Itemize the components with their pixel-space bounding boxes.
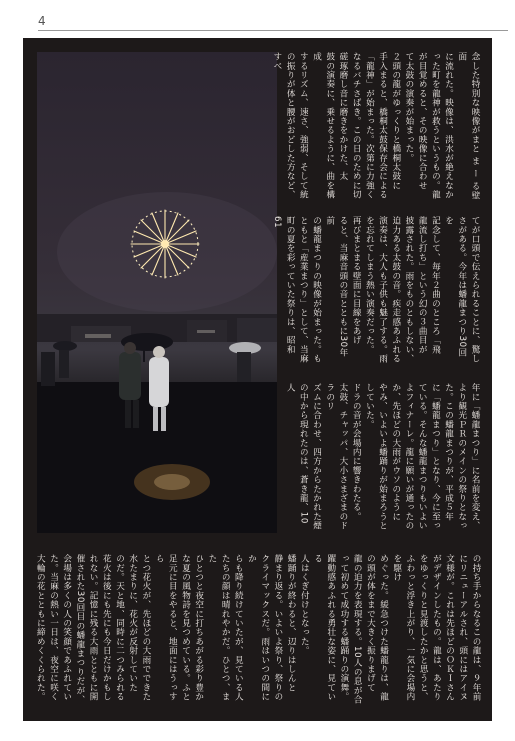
header-rule bbox=[38, 30, 508, 31]
article-text-column-1: 念した特別な映像がまと ま ー る壁面 に流れた。映像は、洪水が絶えなか った町を龍神が救うというもの。龍 が目覚めると、その映像に合わせ て太鼓の演奏が始まった。 ２頭の龍がゆっくりと橋桐太鼓に 手入まると、橋桐太鼓保存会による 「龍神」が始まった。次第に力強く なるバチさばき。この日のために切 磋琢磨し音に磨きをかけた、太 鼓の演奏に、乗せるように、曲を構成 するリズム、速さ、強弱、そして統 の振りが体と腰がおどした方など、すべ bbox=[271, 52, 480, 200]
fireworks-photo-illustration bbox=[37, 52, 277, 533]
fireworks-photo bbox=[37, 52, 277, 533]
article-text-column-3: 年に「蟠龍まつり」に名前を変え、 より観光ＰＲのメインの祭りとなっ た。この蟠龍まつりが、平成５年 に「蟠龍まつり」となり、今に至っ ている。そんな蟠龍まつりもいよい よフィナーレ。龍に願いが通ったの か、先ほどの大雨がウソのように やみ、いよいよ蟠踊りが始まろうと していた。 ドラの音が会場内に響きわたる。 太鼓、チャッパ、大小さまざまのドラのリ ズムに合わせ、四方からたかれた煙 の中から現れたのは、蒼き龍、10人 bbox=[285, 383, 480, 531]
article-text-column-4: の持ち手からなるこの龍は、９年前 にリニューアルされ、頭にはアイヌ 文様が。これは先ほどのＯＫＩさん がデザインしたもの。龍は、あたり をゆっくりと見渡したかと思うと、 ふわっと浮き上がり、一気に会場内を駆け めぐった。緩急つけた蟠龍りは、龍 の頭が体をまで大きく振りまげて 龍の迫力を表現する。10人の息が合 って初めて成功する蟠踊りの演舞。 躍動感あふれる勇壮な姿に、見ている 人はくぎ付けとなった。 蟠踊りが終わると、辺りはしんと 静まり返る。いよいよ祭り、祭りの クライマックスだ。雨はいつの間にか らも降り続けていたが、見ている人 たちの顔は晴れやかだ。ひとつ、また ひとつと夜空に打ちあがる彩り豊か な夏の風物詩を見つめている。ふと 足元に目をやると、地面にはうっすら とつ花火が、先ほどの大雨でできた 水たまりに、花火が反射していた のだ。天と地、同時に二つみられる 花火は後にも先にも今日だけかもし れない。記憶に残る大雨とともに開 催された30回目の蟠龍まつりだが、 会場は多くの人の笑顔であふれてい た。当麻の熱い一日は、夜空に咲く 大輪の花とともに締めくくられた。 bbox=[35, 554, 481, 705]
article-panel bbox=[23, 38, 492, 721]
article-text-column-2: てが口頭で伝えられることに、驚し さがある。今年は蟠龍まつり30回を 記念して、毎年２曲のところ「飛 龍流し打ち」という幻の３曲目が 披露された。雨をものともしない、 迫力ある太鼓の音。疾走感あふれる 演奏は、大人も子供も魅了する。雨 を忘れてしまう熱い演奏だった。 再びまとまる壁面に目線をあげ ると、当麻音頭の音とともに30年前 の蟠龍まつりの映像が始まった。も ともと「産業まつり」として、当麻 町の夏を彩っていた祭りは、昭和61 bbox=[271, 216, 480, 364]
page-number: 4 bbox=[38, 14, 46, 28]
